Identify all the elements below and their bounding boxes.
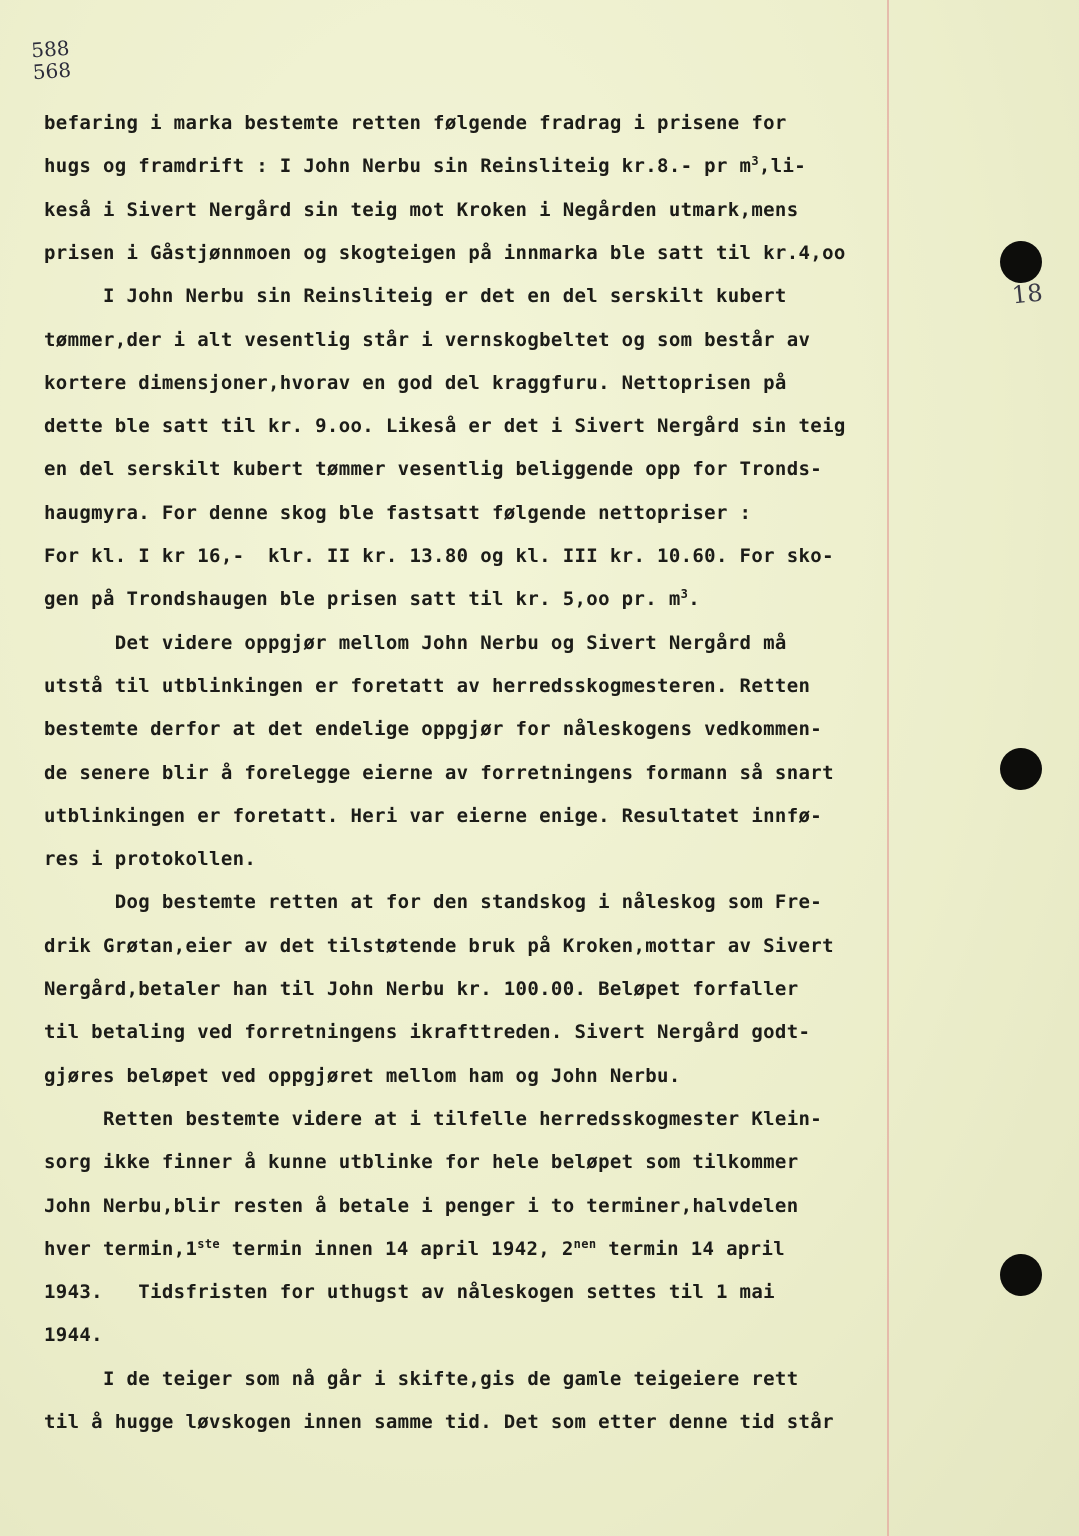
line-text: drik Grøtan,eier av det tilstøtende bruk på Kroken,mottar av Sivert xyxy=(44,935,834,957)
line-text: utstå til utblinkingen er foretatt av herredsskogmesteren. Retten xyxy=(44,675,811,697)
margin-note: 18 xyxy=(1010,278,1044,310)
text-line xyxy=(44,978,799,1000)
line-text: Retten bestemte videre at i tilfelle herredsskogmester Klein- xyxy=(44,1108,823,1130)
text-line xyxy=(44,1195,799,1217)
line-text: gjøres beløpet ved oppgjøret mellom ham og John Nerbu. xyxy=(44,1065,681,1087)
text-line xyxy=(44,415,846,437)
line-text: bestemte derfor at det endelige oppgjør for nåleskogens vedkommen- xyxy=(44,718,823,740)
text-line xyxy=(44,458,822,480)
text-line xyxy=(44,935,834,957)
line-text: Nergård,betaler han til John Nerbu kr. 100.00. Beløpet forfaller xyxy=(44,978,799,1000)
line-text: hver termin,1 xyxy=(44,1238,198,1260)
line-text: haugmyra. For denne skog ble fastsatt følgende nettopriser : xyxy=(44,502,752,524)
line-text: Dog bestemte retten at for den standskog i nåleskog som Fre- xyxy=(44,891,823,913)
line-text: 1943. Tidsfristen for uthugst av nåleskogen settes til 1 mai xyxy=(44,1281,775,1303)
line-text: kortere dimensjoner,hvorav en god del kraggfuru. Nettoprisen på xyxy=(44,372,787,394)
line-text: tømmer,der i alt vesentlig står i vernskogbeltet og som består av xyxy=(44,329,811,351)
text-line xyxy=(44,1411,834,1433)
line-text: hugs og framdrift : I John Nerbu sin Reinsliteig kr.8.- pr m xyxy=(44,155,752,177)
page-number-primary: 588 xyxy=(30,35,71,63)
text-line xyxy=(44,329,810,351)
line-text: John Nerbu,blir resten å betale i penger i to terminer,halvdelen xyxy=(44,1195,799,1217)
text-line xyxy=(44,1238,785,1260)
text-line xyxy=(44,805,822,827)
line-text: til betaling ved forretningens ikrafttreden. Sivert Nergård godt- xyxy=(44,1021,811,1043)
text-line xyxy=(44,112,787,134)
text-line xyxy=(44,1021,810,1043)
line-text: utblinkingen er foretatt. Heri var eierne enige. Resultatet innfø- xyxy=(44,805,823,827)
text-line xyxy=(44,848,256,870)
superscript: ste xyxy=(197,1237,220,1251)
text-line xyxy=(44,1151,799,1173)
line-text: keså i Sivert Nergård sin teig mot Kroken i Negården utmark,mens xyxy=(44,199,799,221)
text-line xyxy=(44,372,787,394)
line-text: I de teiger som nå går i skifte,gis de gamle teigeiere rett xyxy=(44,1368,799,1390)
text-line xyxy=(44,155,806,177)
text-line xyxy=(44,242,846,264)
text-line xyxy=(44,632,787,654)
text-line xyxy=(44,588,700,610)
text-line xyxy=(44,718,822,740)
text-line xyxy=(44,199,799,221)
line-text: de senere blir å forelegge eierne av forretningens formann så snart xyxy=(44,762,834,784)
text-line xyxy=(44,675,810,697)
text-line xyxy=(44,1065,681,1087)
superscript: 3 xyxy=(680,587,689,601)
text-line xyxy=(44,1324,103,1346)
line-text: til å hugge løvskogen innen samme tid. Det som etter denne tid står xyxy=(44,1411,834,1433)
line-text: res i protokollen. xyxy=(44,848,257,870)
line-text: dette ble satt til kr. 9.oo. Likeså er det i Sivert Nergård sin teig xyxy=(44,415,846,437)
text-line xyxy=(44,545,834,567)
superscript: nen xyxy=(573,1237,597,1251)
text-line xyxy=(44,1108,822,1130)
line-text: gen på Trondshaugen ble prisen satt til kr. 5,oo pr. m xyxy=(44,588,681,610)
page-number-secondary: 568 xyxy=(31,57,72,85)
line-text: befaring i marka bestemte retten følgende fradrag i prisene for xyxy=(44,112,787,134)
line-text: prisen i Gåstjønnmoen og skogteigen på innmarka ble satt til kr.4,oo xyxy=(44,242,846,264)
text-line xyxy=(44,891,822,913)
text-line xyxy=(44,285,787,307)
line-text: For kl. I kr 16,- klr. II kr. 13.80 og kl. III kr. 10.60. For sko- xyxy=(44,545,834,567)
line-text: en del serskilt kubert tømmer vesentlig beliggende opp for Tronds- xyxy=(44,458,823,480)
line-text: . xyxy=(688,588,700,610)
text-line xyxy=(44,1281,775,1303)
line-text: termin innen 14 april 1942, 2 xyxy=(220,1238,574,1260)
text-line xyxy=(44,1368,799,1390)
superscript: 3 xyxy=(751,154,759,168)
line-text: sorg ikke finner å kunne utblinke for hele beløpet som tilkommer xyxy=(44,1151,799,1173)
text-line xyxy=(44,762,834,784)
text-line xyxy=(44,502,751,524)
line-text: ,li- xyxy=(758,155,807,177)
line-text: 1944. xyxy=(44,1324,103,1346)
line-text: Det videre oppgjør mellom John Nerbu og Sivert Nergård må xyxy=(44,632,787,654)
line-text: I John Nerbu sin Reinsliteig er det en del serskilt kubert xyxy=(44,285,787,307)
line-text: termin 14 april xyxy=(596,1238,786,1260)
